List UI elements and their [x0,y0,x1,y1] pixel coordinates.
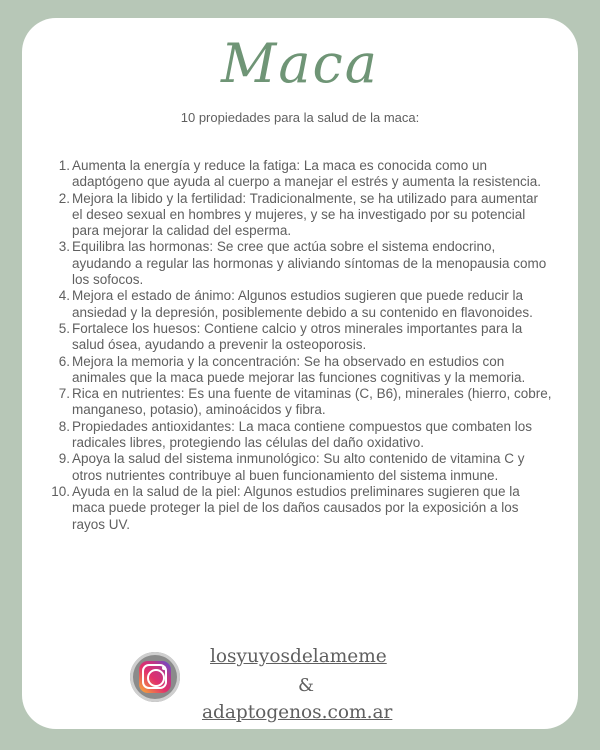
subtitle: 10 propiedades para la salud de la maca: [180,110,420,125]
item-number: 6. [58,353,70,369]
ampersand: & [298,675,315,696]
item-text: Ayuda en la salud de la piel: Algunos estudios preliminares sugieren que la maca puede proteger la piel de los daños causados por la exposición a los rayos UV. [72,483,520,532]
item-text: Mejora la libido y la fertilidad: Tradicionalmente, se ha utilizado para aumentar el deseo sexual en hombres y mujeres, y se ha investigado por su potencial para mejorar la calidad del esperma. [72,190,539,239]
item-text: Fortalece los huesos: Contiene calcio y otros minerales importantes para la salud ósea, ayudando a prevenir la osteoporosis. [72,320,523,353]
properties-list [44,158,552,533]
instagram-handle-link[interactable]: losyuyosdelameme [210,646,387,667]
item-number: 5. [58,320,70,336]
item-text: Aumenta la energía y reduce la fatiga: La maca es conocida como un adaptógeno que ayuda al cuerpo a manejar el estrés y aumenta la resistencia. [72,158,542,190]
item-text: Equilibra las hormonas: Se cree que actúa sobre el sistema endocrino, ayudando a regular las hormonas y aliviando síntomas de la menopausia como los sofocos. [72,239,547,288]
item-number: 10. [51,483,70,499]
list-item [44,354,552,387]
footer [22,646,578,726]
card [22,18,578,729]
item-text: Propiedades antioxidantes: La maca contiene compuestos que combaten los radicales libres, protegiendo las células del daño oxidativo. [72,418,533,451]
item-number: 1. [58,158,70,173]
list-item [44,158,552,191]
item-number: 7. [58,386,70,402]
list-item [44,239,552,288]
item-text: Mejora el estado de ánimo: Algunos estudios sugieren que puede reducir la ansiedad y la depresión, posiblemente debido a su contenido en flavonoides. [72,288,533,320]
item-text: Mejora la memoria y la concentración: Se ha observado en estudios con animales que la maca puede mejorar las funciones cognitivas y la memoria. [72,353,526,385]
page-title: Maca [221,32,379,95]
item-number: 2. [58,190,70,206]
website-link[interactable]: adaptogenos.com.ar [202,702,393,723]
item-number: 8. [58,418,70,434]
list-item [44,288,552,321]
list-item [44,419,552,452]
item-text: Apoya la salud del sistema inmunológico: Su alto contenido de vitamina C y otros nutrientes contribuye al buen funcionamiento del sistema inmune. [72,451,525,483]
item-number: 3. [58,239,70,255]
item-number: 4. [58,288,70,304]
item-number: 9. [58,451,70,467]
list-item [44,191,552,240]
list-item [44,386,552,419]
item-text: Rica en nutrientes: Es una fuente de vitaminas (C, B6), minerales (hierro, cobre, manganeso, potasio), aminoácidos y fibra. [72,386,552,418]
list-item [44,451,552,484]
list-item [44,484,552,533]
instagram-icon[interactable] [130,652,180,702]
list-item [44,321,552,354]
